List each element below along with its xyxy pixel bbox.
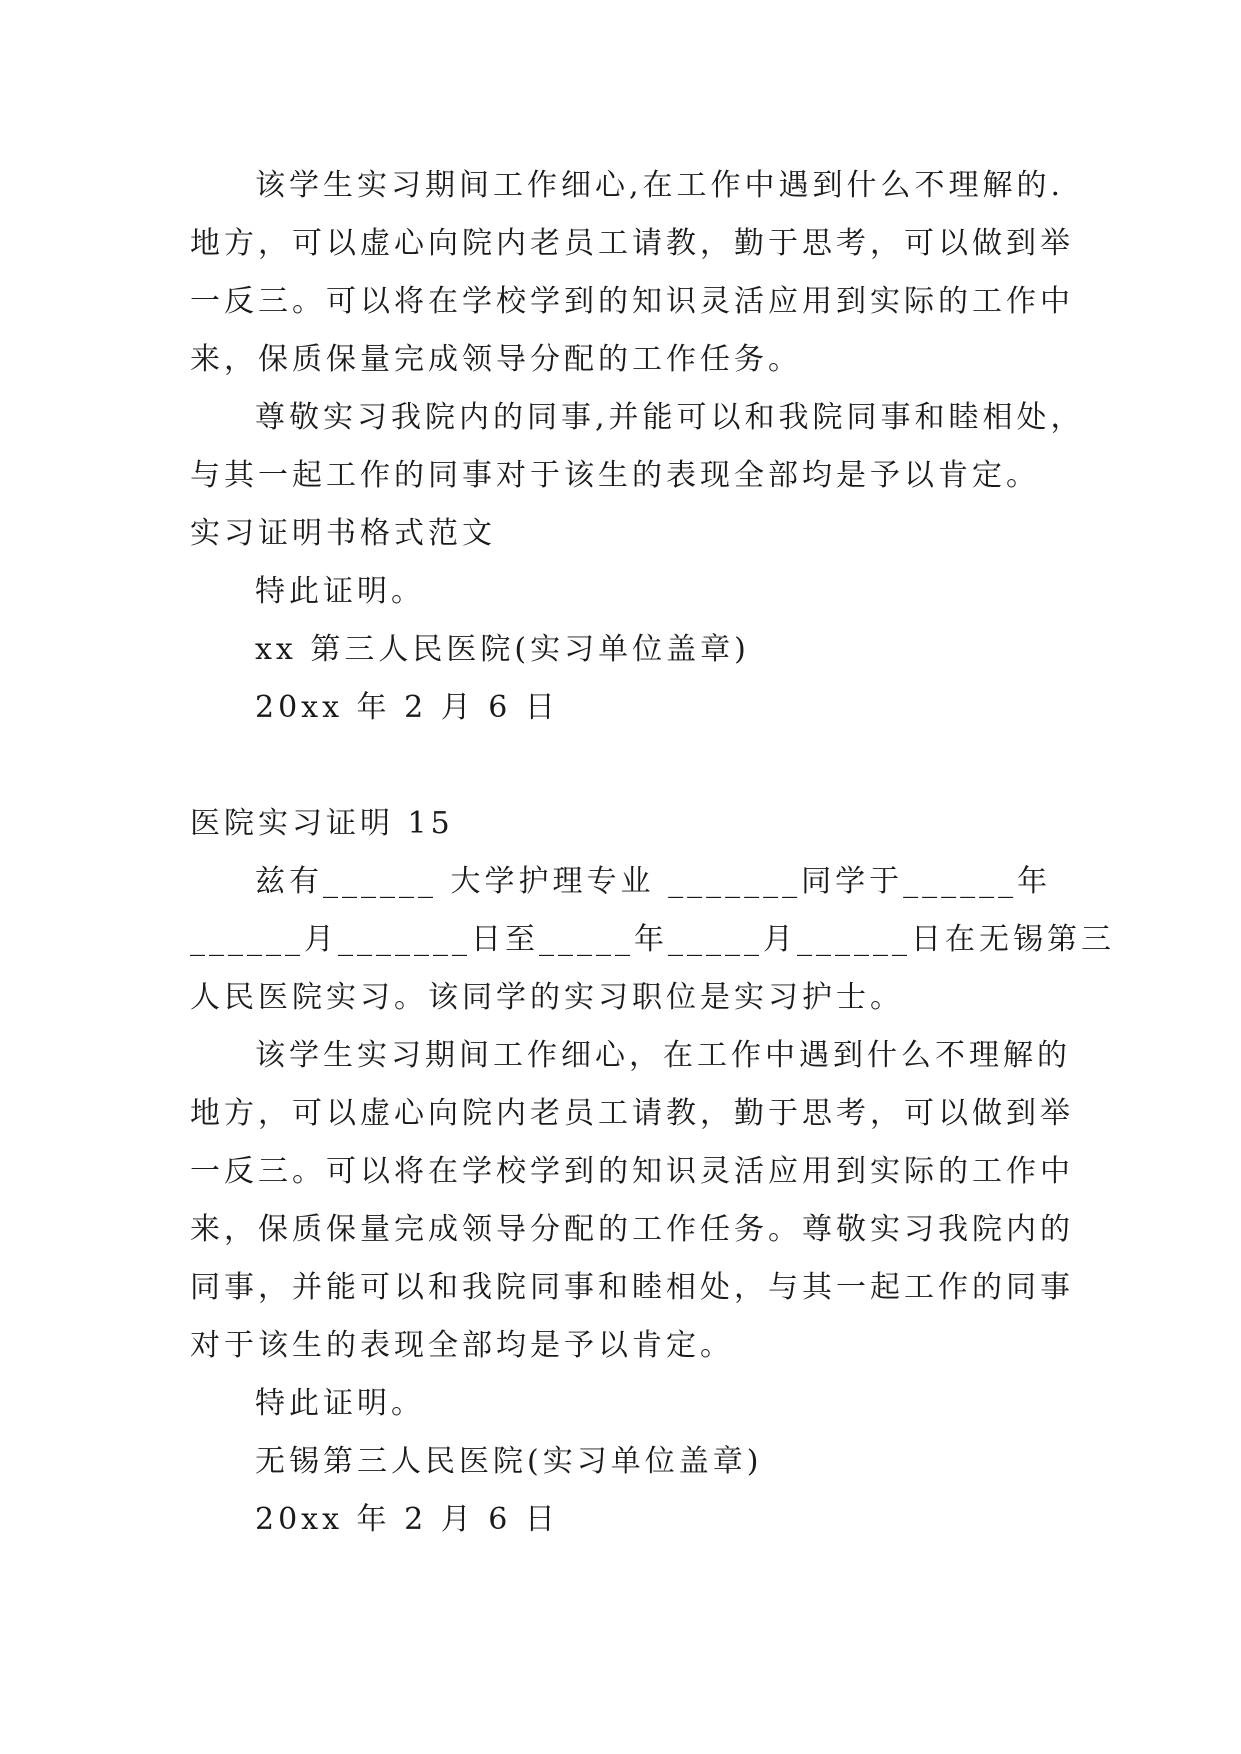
paragraph-line: 地方，可以虚心向院内老员工请教，勤于思考，可以做到举 — [190, 226, 1074, 261]
paragraph-line: 该学生实习期间工作细心，在工作中遇到什么不理解的 — [255, 1038, 1071, 1073]
paragraph-line: 该学生实习期间工作细心,在工作中遇到什么不理解的. — [255, 168, 1065, 203]
paragraph-line: 一反三。可以将在学校学到的知识灵活应用到实际的工作中 — [190, 1154, 1074, 1189]
signature: 无锡第三人民医院(实习单位盖章) — [255, 1444, 763, 1479]
closing-text: 特此证明。 — [255, 1386, 425, 1421]
signature: xx 第三人民医院(实习单位盖章) — [255, 632, 750, 667]
paragraph-line: 地方，可以虚心向院内老员工请教，勤于思考，可以做到举 — [190, 1096, 1074, 1131]
date: 20xx 年 2 月 6 日 — [255, 690, 559, 725]
paragraph-line: 来，保质保量完成领导分配的工作任务。尊敬实习我院内的 — [190, 1212, 1074, 1247]
paragraph-line: 与其一起工作的同事对于该生的表现全部均是予以肯定。 — [190, 458, 1040, 493]
closing-text: 特此证明。 — [255, 574, 425, 609]
paragraph-line: 同事，并能可以和我院同事和睦相处，与其一起工作的同事 — [190, 1270, 1074, 1305]
section-title: 医院实习证明 15 — [190, 806, 454, 841]
paragraph-line: 来，保质保量完成领导分配的工作任务。 — [190, 342, 802, 377]
paragraph-line: 一反三。可以将在学校学到的知识灵活应用到实际的工作中 — [190, 284, 1074, 319]
date: 20xx 年 2 月 6 日 — [255, 1502, 559, 1537]
paragraph-line: 对于该生的表现全部均是予以肯定。 — [190, 1328, 734, 1363]
paragraph-line: ______月_______日至_____年_____月______日在无锡第三 — [190, 922, 1115, 957]
paragraph-line: 兹有______ 大学护理专业 _______同学于______年 — [255, 864, 1052, 899]
subtitle: 实习证明书格式范文 — [190, 516, 496, 551]
paragraph-line: 尊敬实习我院内的同事,并能可以和我院同事和睦相处， — [255, 400, 1085, 435]
paragraph-line: 人民医院实习。该同学的实习职位是实习护士。 — [190, 980, 904, 1015]
